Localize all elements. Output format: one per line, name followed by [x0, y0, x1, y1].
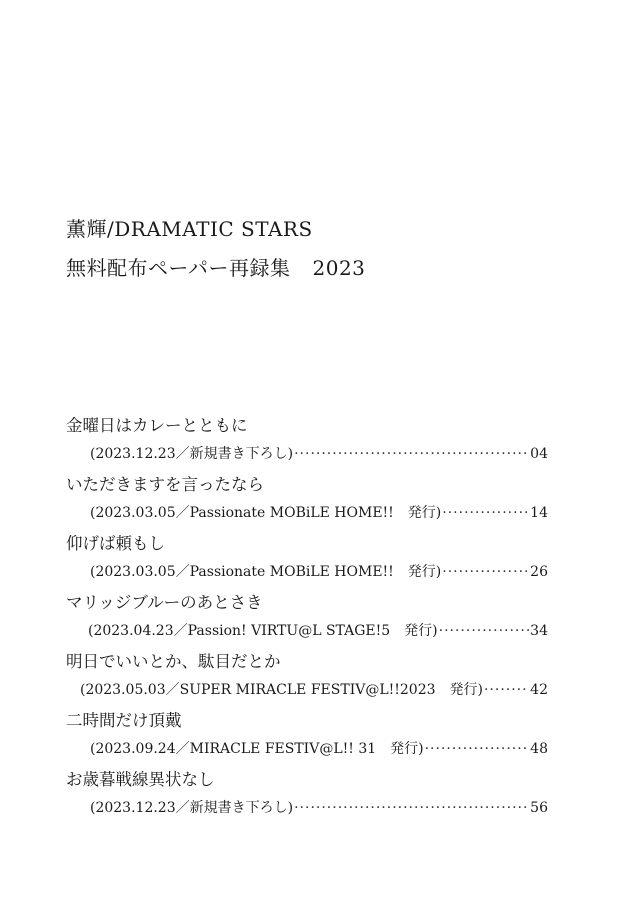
- toc-entry-title: マリッジブルーのあとさき: [66, 593, 263, 612]
- toc-entry: [66, 473, 548, 532]
- toc-entry-info: [90, 561, 548, 583]
- toc-entry-title: 金曜日はカレーとともに: [66, 416, 248, 435]
- toc-dot-leader: [294, 797, 529, 819]
- toc-entry: [66, 591, 548, 650]
- toc-entry-detail: (2023.04.23／Passion! VIRTU@L STAGE!5 発行): [88, 623, 438, 639]
- toc-dot-leader: [294, 443, 529, 465]
- toc-entry-detail: (2023.03.05／Passionate MOBiLE HOME!! 発行): [90, 564, 442, 580]
- toc-dot-leader: [439, 620, 530, 642]
- toc-entry-title: いただきますを言ったなら: [66, 475, 264, 494]
- toc-entry-title: お歳暮戦線異状なし: [66, 770, 215, 789]
- toc-entry-info: [90, 443, 548, 465]
- toc-entry: [66, 709, 548, 768]
- table-of-contents: [66, 414, 548, 827]
- toc-page-number: 34: [530, 623, 548, 639]
- toc-dot-leader: [425, 738, 530, 760]
- toc-dot-leader: [484, 679, 529, 701]
- toc-entry-info: [90, 738, 548, 760]
- toc-entry: [66, 768, 548, 827]
- toc-entry-title: 明日でいいとか、駄目だとか: [66, 652, 281, 671]
- toc-entry-info: [80, 679, 548, 701]
- toc-entry: [66, 414, 548, 473]
- book-subtitle-text: 無料配布ペーパー再録集: [66, 256, 291, 280]
- toc-page-number: 56: [530, 800, 548, 816]
- toc-dot-leader: [442, 502, 529, 524]
- toc-page-number: 42: [530, 682, 548, 698]
- toc-entry-detail: (2023.05.03／SUPER MIRACLE FESTIV@L!!2023 発行): [80, 682, 483, 698]
- toc-entry-info: [90, 502, 548, 524]
- toc-entry: [66, 532, 548, 591]
- toc-entry-detail: (2023.09.24／MIRACLE FESTIV@L!! 31 発行): [90, 741, 424, 757]
- title-block: [66, 216, 365, 281]
- book-subtitle: [66, 255, 365, 281]
- toc-entry-info: [90, 797, 548, 819]
- toc-entry-info: [88, 620, 548, 642]
- toc-entry-detail: (2023.03.05／Passionate MOBiLE HOME!! 発行): [90, 505, 442, 521]
- toc-entry-title: 二時間だけ頂戴: [66, 711, 182, 730]
- book-title: 薫輝/DRAMATIC STARS: [66, 217, 313, 241]
- toc-dot-leader: [442, 561, 529, 583]
- toc-entry: [66, 650, 548, 709]
- toc-page-number: 48: [530, 741, 548, 757]
- toc-entry-detail: (2023.12.23／新規書き下ろし): [90, 800, 294, 816]
- toc-page-number: 04: [530, 446, 548, 462]
- book-year: 2023: [312, 256, 366, 280]
- toc-entry-title: 仰げば頼もし: [66, 534, 165, 553]
- toc-page-number: 26: [530, 564, 548, 580]
- toc-entry-detail: (2023.12.23／新規書き下ろし): [90, 446, 294, 462]
- toc-page-number: 14: [530, 505, 548, 521]
